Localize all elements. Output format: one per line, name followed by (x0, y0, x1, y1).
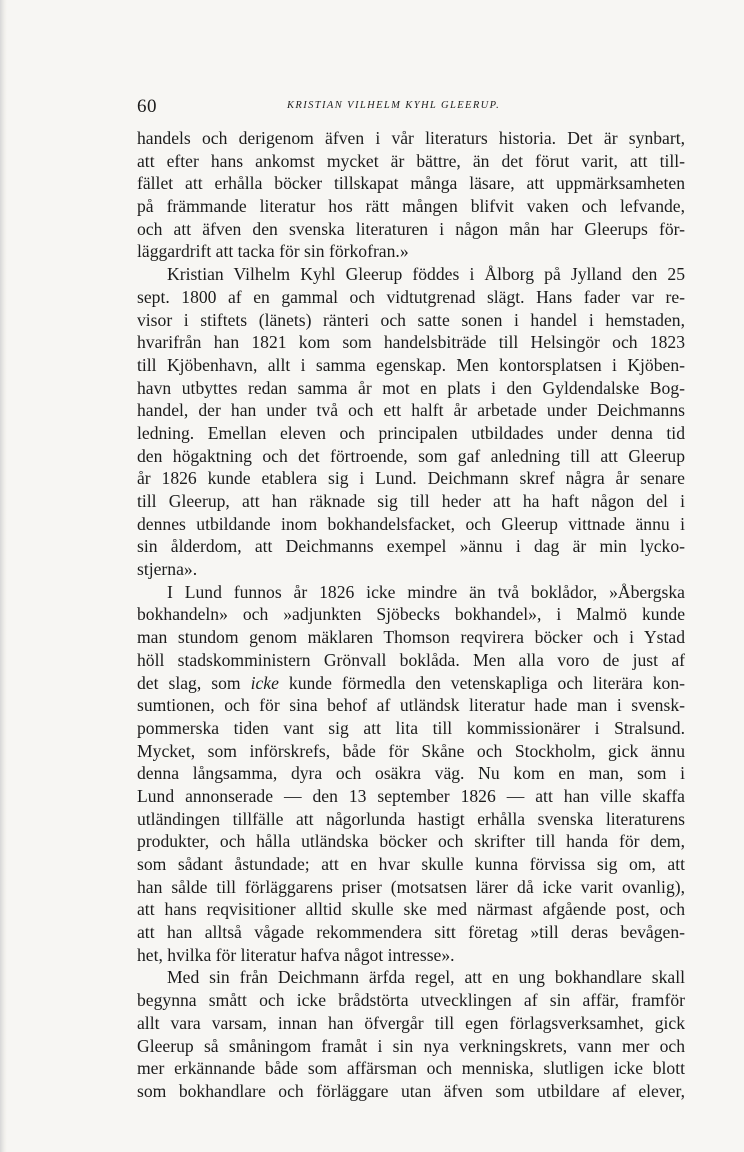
text-fragment: det slag, som (137, 672, 251, 693)
text-line: visor i stiftets (länets) ränteri och satte sonen i handel i hemstaden, (137, 309, 685, 330)
text-line: som sådant åstundade; att en hvar skulle kunna förvissa sig om, att (137, 854, 685, 874)
text-line: I Lund funnos år 1826 icke mindre än två boklådor, »Åbergska (167, 581, 685, 602)
text-line: han sålde till förläggarens priser (motsatsen lärer då icke varit ovanlig), (137, 876, 685, 897)
page-number: 60 (137, 96, 157, 117)
text-line: havn utbyttes redan samma år mot en plats i den Gyldendalske Bog- (137, 377, 685, 398)
text-line: Kristian Vilhelm Kyhl Gleerup föddes i Ålborg på Jylland den 25 (167, 264, 685, 285)
text-line: sin ålderdom, att Deichmanns exempel »ännu i dag är min lycko- (137, 536, 685, 557)
paragraph-1 (137, 127, 685, 263)
text-line: man stundom genom mäklaren Thomson reqvirera böcker och i Ystad (137, 627, 685, 648)
text-line: denna långsamma, dyra och osäkra väg. Nu kom en man, som i (137, 763, 685, 784)
text-line: hvarifrån han 1821 kom som handelsbiträde till Helsingör och 1823 (137, 332, 685, 353)
text-line: Mycket, som införskrefs, både för Skåne och Stockholm, gick ännu (137, 740, 685, 761)
text-line: het, hvilka för literatur hafva något intresse». (137, 944, 455, 965)
text-line: sept. 1800 af en gammal och vidtutgrenad slägt. Hans fader var re- (137, 286, 685, 307)
text-line: handel, der han under två och ett halft år arbetade under Deichmanns (137, 400, 685, 421)
text-line: allt vara varsam, innan han öfvergår till egen förlagsverksamhet, gick (137, 1012, 685, 1033)
text-line: till Gleerup, att han räknade sig till heder att ha haft någon del i (137, 491, 685, 511)
text-line: år 1826 kunde etablera sig i Lund. Deichmann skref några år senare (137, 468, 685, 489)
text-line: dennes utbildande inom bokhandelsfacket, och Gleerup vittnade ännu i (137, 513, 685, 534)
page-binding-edge (0, 0, 7, 1152)
text-line: att efter hans ankomst mycket är bättre, än det förut varit, att till- (137, 150, 685, 171)
text-line: höll stadskomministern Grönvall boklåda. Men alla voro de just af (137, 649, 685, 670)
paragraph-2 (137, 263, 685, 581)
text-line: som bokhandlare och förläggare utan äfven som utbildare af elever, (137, 1080, 685, 1101)
paragraph-4 (137, 966, 685, 1102)
text-line: den högaktning och det förtroende, som gaf anledning till att Gleerup (137, 445, 685, 466)
text-line: att han alltså vågade rekommendera sitt företag »till deras bevågen- (137, 922, 685, 943)
text-fragment: kunde förmedla den vetenskapliga och literära kon- (278, 672, 685, 693)
text-line: Med sin från Deichmann ärfda regel, att en ung bokhandlare skall (167, 967, 685, 988)
text-line: handels och derigenom äfven i vår literaturs historia. Det är synbart, (137, 128, 685, 148)
text-line: bokhandeln» och »adjunkten Sjöbecks bokhandel», i Malmö kunde (137, 604, 685, 625)
text-line: på främmande literatur hos rätt mången blifvit vaken och lefvande, (137, 196, 685, 217)
text-line: läggardrift att tacka för sin förkofran.» (137, 241, 409, 262)
text-line: Gleerup så småningom framåt i sin nya verkningskrets, vann mer och (137, 1035, 685, 1056)
text-line: ledning. Emellan eleven och principalen utbildades under denna tid (137, 422, 685, 443)
text-line: till Kjöbenhavn, allt i samma egenskap. Men kontorsplatsen i Kjöben- (137, 354, 685, 375)
text-line: fället att erhålla böcker tillskapat många läsare, att uppmärksamheten (137, 173, 685, 194)
emphasis-word: icke (250, 672, 279, 693)
text-line: produkter, och hålla utländska böcker och skrifter till handa för dem, (137, 831, 685, 852)
text-line-with-emphasis (137, 672, 685, 695)
text-line: Lund annonserade — den 13 september 1826 — att han ville skaffa (137, 785, 685, 806)
text-line: mer erkännande både som affärsman och menniska, slutligen icke blott (137, 1058, 685, 1079)
text-line: begynna smått och icke brådstörta utvecklingen af sin affär, framför (137, 990, 685, 1011)
page-header (137, 96, 687, 120)
text-line: och att äfven den svenska literaturen i någon mån har Gleerups för- (137, 218, 685, 239)
body-text (137, 127, 685, 1103)
text-line: pommerska tiden vant sig att lita till kommissionärer i Stralsund. (137, 717, 685, 738)
text-line: stjerna». (137, 559, 198, 580)
running-head: KRISTIAN VILHELM KYHL GLEERUP. (287, 100, 501, 111)
text-line: att hans reqvisitioner alltid skulle ske med närmast afgående post, och (137, 899, 685, 920)
text-line: sumtionen, och för sina behof af utländsk literatur hade man i svensk- (137, 695, 685, 716)
paragraph-3 (137, 581, 685, 967)
text-line: utländingen tillfälle att någorlunda hastigt erhålla svenska literaturens (137, 808, 685, 829)
